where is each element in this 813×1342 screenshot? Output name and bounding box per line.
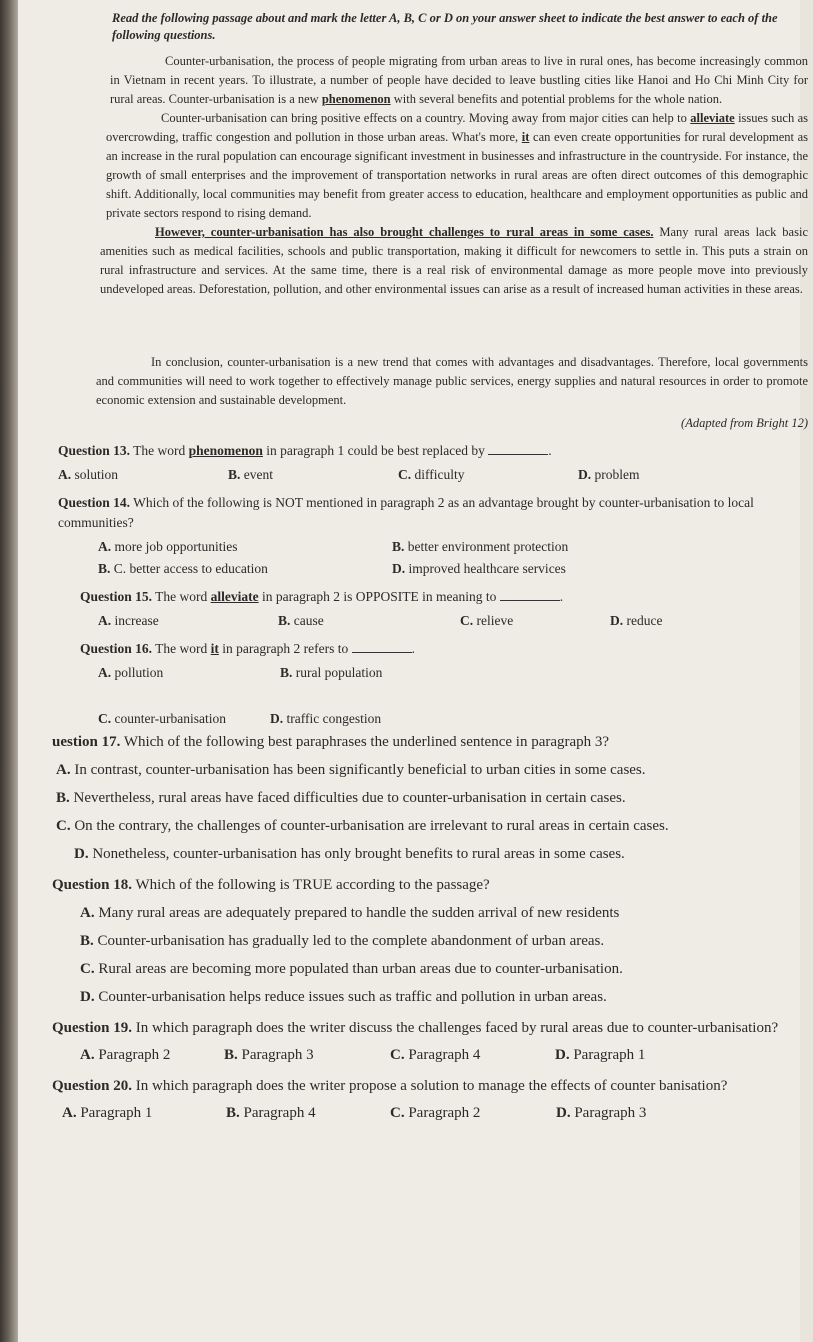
option-c[interactable]: C. counter-urbanisation <box>98 711 226 726</box>
paragraph-4: In conclusion, counter-urbanisation is a new trend that comes with advantages and disadvantages. Therefore, local governments and communities will need to work together to effectively manage public services, energy supplies and natural resources in order to promote economic extension and sustainable development. <box>96 355 808 407</box>
option-a[interactable]: A. Paragraph 2 <box>80 1047 171 1063</box>
paragraph-2 <box>106 109 808 223</box>
option-a[interactable]: A. In contrast, counter-urbanisation has been significantly beneficial to urban cities in some cases. <box>56 762 646 778</box>
answer-blank <box>352 640 412 653</box>
question-number: Question 16. <box>80 641 153 656</box>
option-c[interactable]: C. relieve <box>460 613 514 628</box>
underlined-word-phenomenon: phenomenon <box>321 92 391 106</box>
question-text: In which paragraph does the writer propose a solution to manage the effects of counter banisation? <box>135 1078 728 1094</box>
question-number: Question 13. <box>58 443 131 458</box>
question-number: Question 20. <box>52 1078 133 1094</box>
option-d[interactable]: D. problem <box>578 467 640 482</box>
question-keyword: it <box>210 641 219 656</box>
question-text: in paragraph 1 could be best replaced by <box>266 443 485 458</box>
option-c[interactable]: C. Rural areas are becoming more populated than urban areas due to counter-urbanisation. <box>80 961 623 977</box>
paragraph-2-text-c: can even create opportunities for rural development as an increase in the rural population can encourage significant investment in businesses and infrastructure in the countryside. For instance, the growth of small enterprises and the improvement of transportation networks in rural areas are often direct outcomes of this demographic shift. Additionally, local communities may benefit from greater access to education, healthcare and employment opportunities as public and private sectors respond to rising demand. <box>106 130 808 220</box>
question-15 <box>80 587 808 607</box>
option-b[interactable]: B. better environment protection <box>392 539 569 554</box>
options-13 <box>58 465 808 485</box>
question-19 <box>52 1017 808 1040</box>
option-c[interactable]: B. C. better access to education <box>98 561 268 576</box>
options-16-row1 <box>98 663 808 683</box>
question-20 <box>52 1075 808 1098</box>
option-b[interactable]: B. Paragraph 3 <box>224 1047 314 1063</box>
question-end: . <box>411 641 415 656</box>
question-end: . <box>559 589 564 604</box>
option-a[interactable]: A. more job opportunities <box>98 539 238 554</box>
option-a[interactable]: A. solution <box>58 467 119 482</box>
paragraph-1-text: Counter-urbanisation, the process of people migrating from urban areas to live in rural ones, has become increasingly common in Vietnam in recent years. To illustrate, a number of people have decided to leave bustling cities like Hanoi and Ho Chi Minh City for rural areas. Counter-urbanisation is a new <box>110 54 808 106</box>
question-number: Question 15. <box>80 589 153 604</box>
question-end: . <box>548 443 552 458</box>
option-b[interactable]: B. Nevertheless, rural areas have faced difficulties due to counter-urbanisation in certain cases. <box>56 790 626 806</box>
question-text: The word <box>155 641 208 656</box>
question-keyword: phenomenon <box>188 443 263 458</box>
paragraph-2-text-b: issues such as overcrowding, traffic congestion and pollution in those urban areas. What's more, <box>106 111 808 144</box>
source-citation: (Adapted from Bright 12) <box>681 416 808 430</box>
question-text: in paragraph 2 refers to <box>222 641 349 656</box>
question-text: in paragraph 2 is OPPOSITE in meaning to <box>262 589 497 604</box>
option-a[interactable]: A. increase <box>98 613 159 628</box>
question-14 <box>58 493 808 533</box>
answer-blank <box>488 442 548 455</box>
question-text: The word <box>155 589 208 604</box>
question-text: The word <box>133 443 186 458</box>
question-18 <box>52 874 808 897</box>
option-b[interactable]: B. Paragraph 4 <box>226 1105 316 1121</box>
answer-blank <box>500 588 560 601</box>
option-b[interactable]: B. Counter-urbanisation has gradually led to the complete abandonment of urban areas. <box>80 933 605 949</box>
paragraph-2-text-a: Counter-urbanisation can bring positive effects on a country. Moving away from major cities can help to <box>161 111 687 125</box>
option-d[interactable]: D. traffic congestion <box>270 711 382 726</box>
question-13 <box>58 441 808 461</box>
question-number: Question 19. <box>52 1020 133 1036</box>
worksheet-content <box>52 10 808 1127</box>
underlined-word-alleviate: alleviate <box>690 111 735 125</box>
options-19 <box>80 1044 808 1067</box>
question-number: Question 18. <box>52 877 133 893</box>
question-text: Which of the following is NOT mentioned in paragraph 2 as an advantage brought by counter-urbanisation to local communities? <box>58 495 754 530</box>
paragraph-3-text: Many rural areas lack basic amenities such as medical facilities, schools and public transportation, making it difficult for newcomers to settle in. This puts a strain on rural infrastructure and services. At the same time, there is a real risk of environmental damage as more people move into previously undeveloped areas. Deforestation, pollution, and other environmental issues can arise as a result of increased human activities in these areas. <box>100 225 808 296</box>
option-a[interactable]: A. Many rural areas are adequately prepared to handle the sudden arrival of new residents <box>80 905 620 921</box>
paragraph-3 <box>100 223 808 299</box>
question-text: In which paragraph does the writer discuss the challenges faced by rural areas due to counter-urbanisation? <box>135 1020 779 1036</box>
options-15 <box>98 611 808 631</box>
underlined-word-it: it <box>521 130 530 144</box>
option-b[interactable]: B. cause <box>278 613 324 628</box>
paragraph-1-tail: with several benefits and potential problems for the whole nation. <box>393 92 723 106</box>
option-d[interactable]: D. Nonetheless, counter-urbanisation has only brought benefits to rural areas in some cases. <box>74 846 625 862</box>
instruction: Read the following passage about and mark the letter A, B, C or D on your answer sheet to indicate the best answer to each of the following questions. <box>112 11 778 42</box>
option-d[interactable]: D. Counter-urbanisation helps reduce issues such as traffic and pollution in urban areas. <box>80 989 607 1005</box>
question-keyword: alleviate <box>210 589 259 604</box>
options-14-row2 <box>98 559 808 579</box>
options-16-row2 <box>98 709 808 729</box>
option-c[interactable]: C. difficulty <box>398 467 465 482</box>
question-number: Question 14. <box>58 495 131 510</box>
option-a[interactable]: A. pollution <box>98 665 164 680</box>
option-a[interactable]: A. Paragraph 1 <box>62 1105 153 1121</box>
options-14-row1 <box>98 537 808 557</box>
option-c[interactable]: C. Paragraph 4 <box>390 1047 481 1063</box>
question-text: Which of the following best paraphrases the underlined sentence in paragraph 3? <box>123 734 610 750</box>
question-text: Which of the following is TRUE according to the passage? <box>135 877 490 893</box>
underlined-sentence: However, counter-urbanisation has also brought challenges to rural areas in some cases. <box>155 225 654 239</box>
option-d[interactable]: D. improved healthcare services <box>392 561 566 576</box>
worksheet-page <box>18 0 808 1342</box>
option-d[interactable]: D. reduce <box>610 613 663 628</box>
option-c[interactable]: C. Paragraph 2 <box>390 1105 481 1121</box>
option-c[interactable]: C. On the contrary, the challenges of counter-urbanisation are irrelevant to rural areas in certain cases. <box>56 818 669 834</box>
paragraph-1 <box>110 52 808 109</box>
option-b[interactable]: B. rural population <box>280 665 383 680</box>
option-d[interactable]: D. Paragraph 1 <box>555 1047 646 1063</box>
question-16 <box>80 639 808 659</box>
question-17 <box>52 731 808 754</box>
option-b[interactable]: B. event <box>228 467 274 482</box>
options-20 <box>62 1102 808 1125</box>
question-number: uestion 17. <box>52 734 121 750</box>
option-d[interactable]: D. Paragraph 3 <box>556 1105 647 1121</box>
